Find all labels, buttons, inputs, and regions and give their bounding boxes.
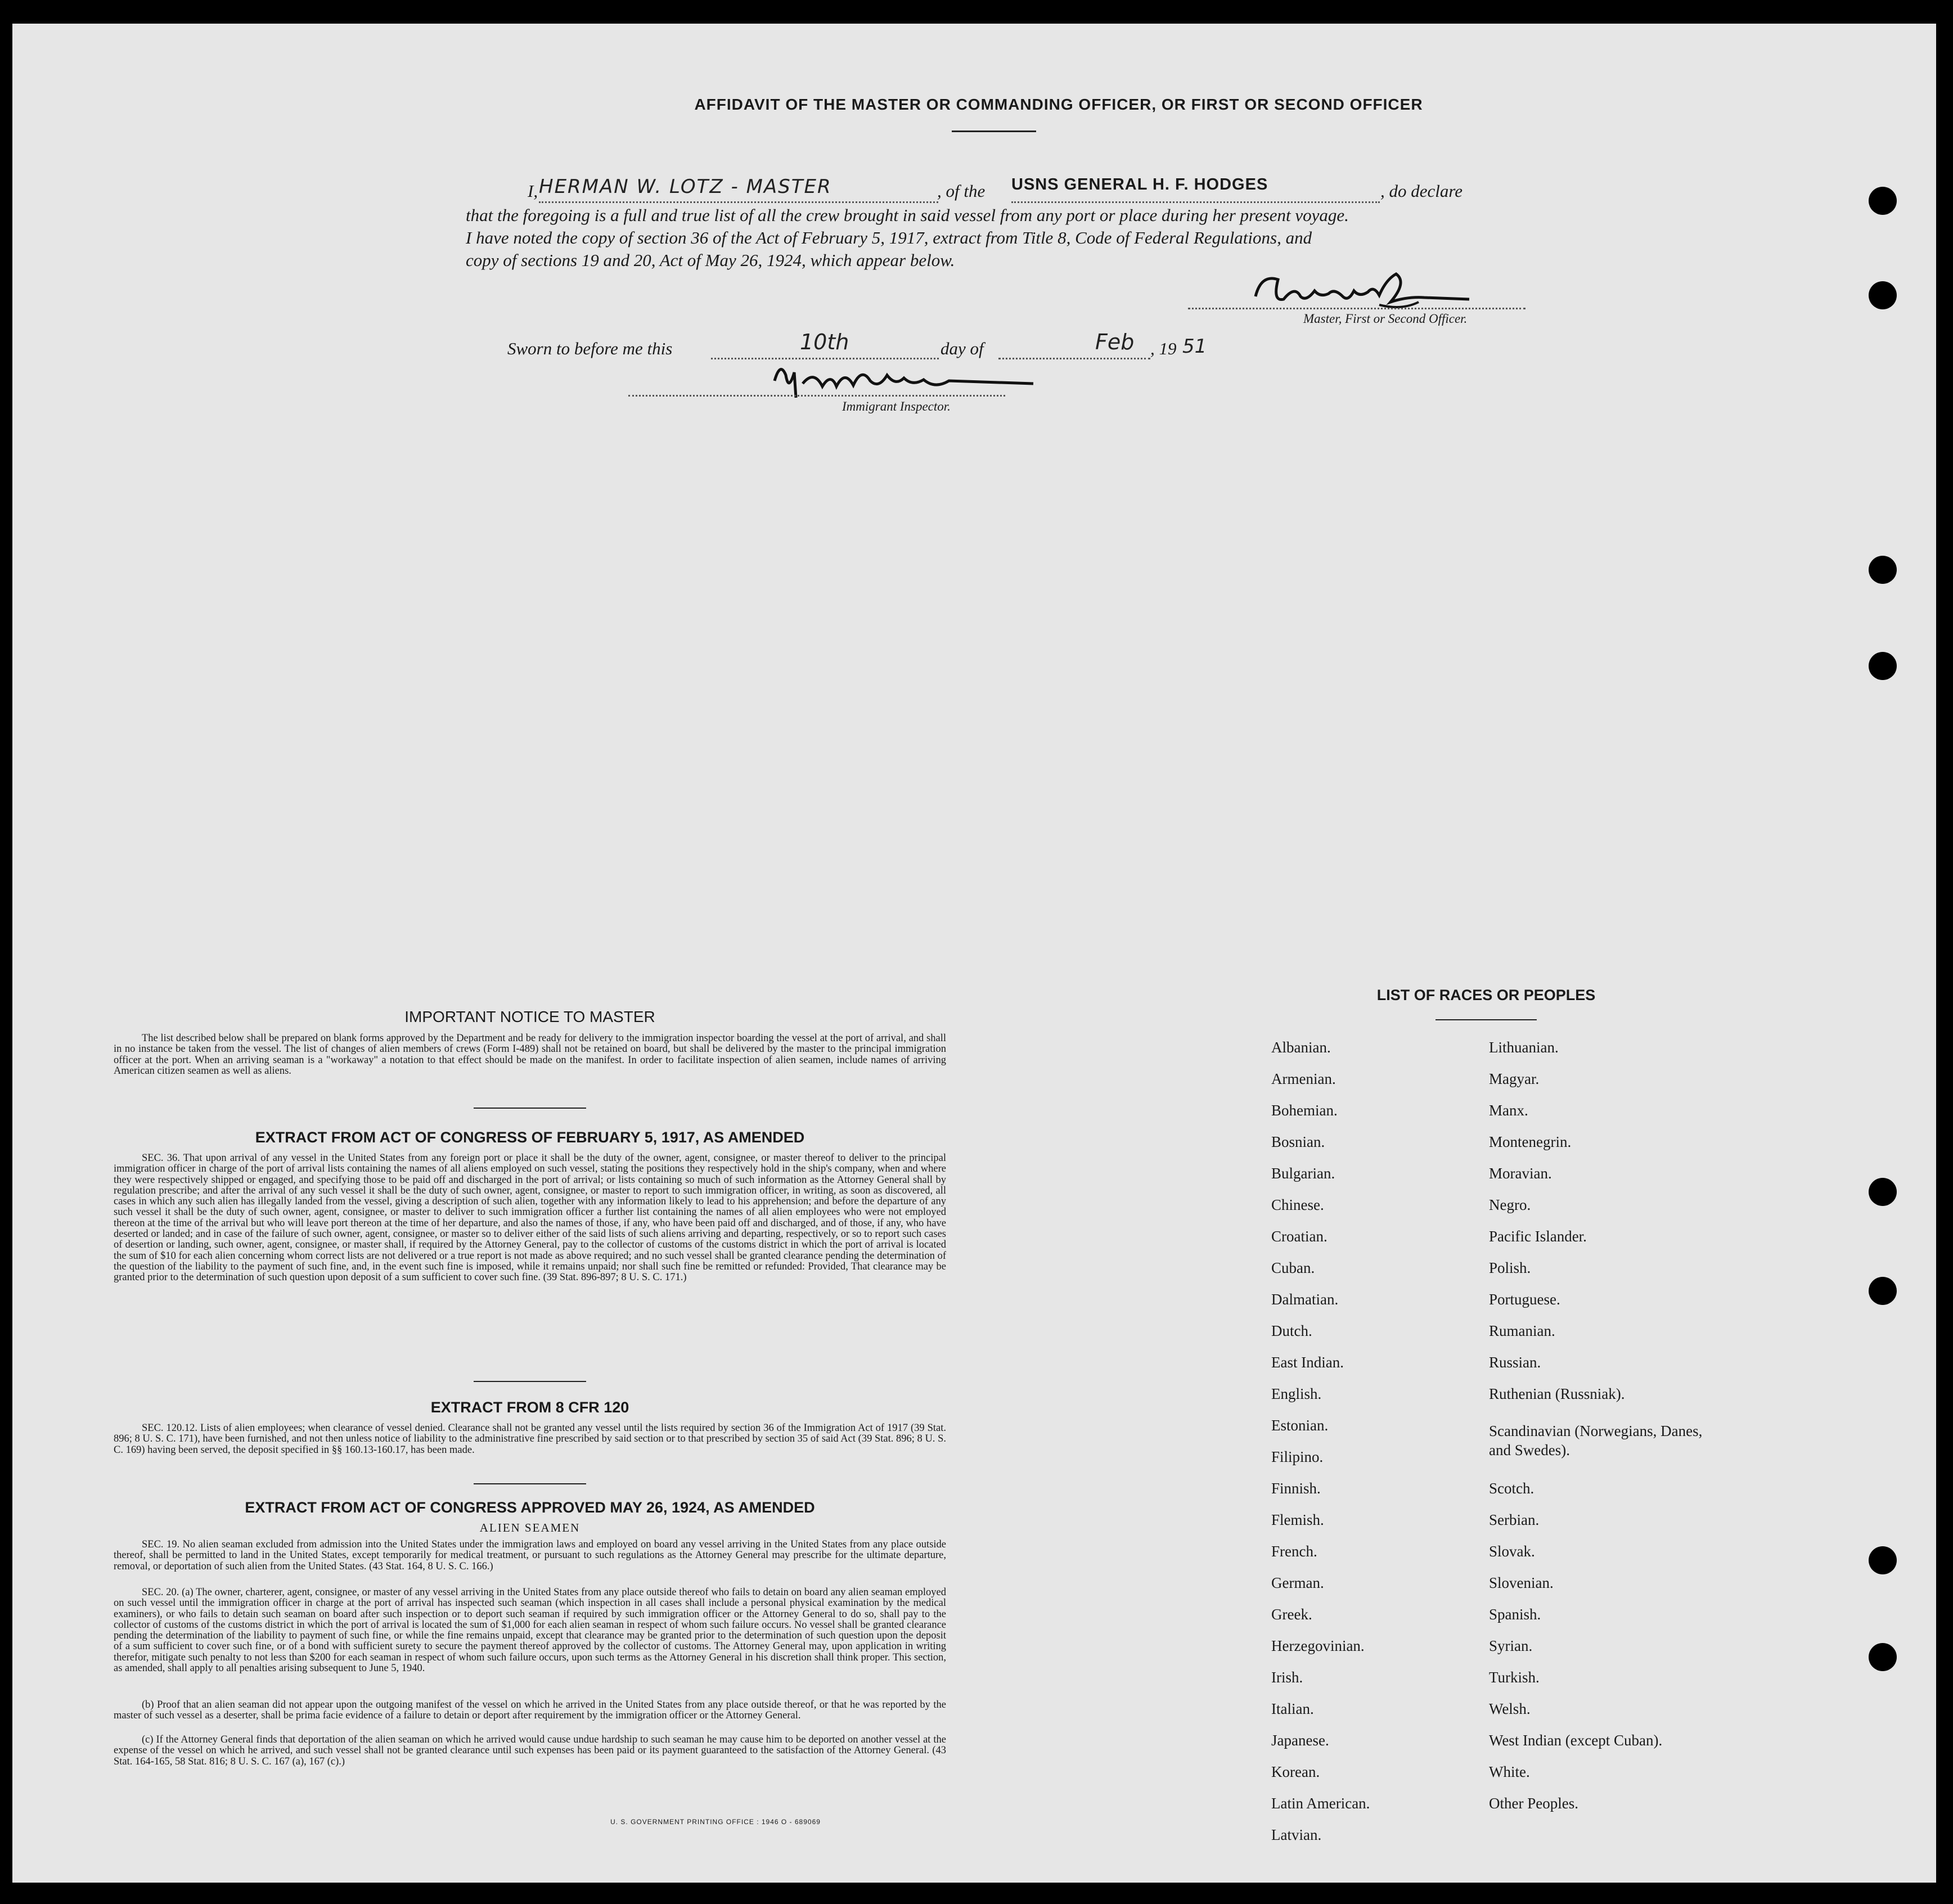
- divider: [474, 1108, 586, 1109]
- punch-hole: [1869, 1546, 1897, 1574]
- sworn-label: Sworn to before me this: [507, 339, 673, 358]
- race-item: Russian.: [1489, 1354, 1541, 1371]
- race-item: Slovenian.: [1489, 1574, 1554, 1591]
- race-item: Welsh.: [1489, 1700, 1531, 1717]
- race-item: Bosnian.: [1271, 1133, 1325, 1150]
- declaration-line-2: that the foregoing is a full and true list of all the crew brought in said vessel from any port or place during her present voyage.: [466, 205, 1349, 225]
- race-item: Negro.: [1489, 1196, 1531, 1213]
- declaration-line-4: copy of sections 19 and 20, Act of May 26, 1924, which appear below.: [466, 250, 955, 270]
- race-item: Albanian.: [1271, 1039, 1331, 1056]
- race-item: Other Peoples.: [1489, 1795, 1578, 1812]
- year-suffix: 51: [1182, 335, 1207, 358]
- inspector-caption: Immigrant Inspector.: [842, 399, 951, 413]
- i-label: I,: [528, 181, 538, 201]
- race-item: Slovak.: [1489, 1543, 1535, 1560]
- race-item: Filipino.: [1271, 1448, 1324, 1465]
- race-item: Polish.: [1489, 1259, 1531, 1276]
- sec-20b-text: (b) Proof that an alien seaman did not appear upon the outgoing manifest of the vessel on which he arrived in the United States from any place outside thereof, or that he was reported by the master of such vessel as a deserter, shall be prima facie evidence of a failure to detain or deport after requirement by the immigration officer or the Attorney General.: [114, 1699, 946, 1722]
- race-item: Flemish.: [1271, 1511, 1324, 1528]
- year-prefix: , 19: [1150, 339, 1177, 358]
- extract-1924-title: EXTRACT FROM ACT OF CONGRESS APPROVED MAY 26, 1924, AS AMENDED: [245, 1499, 815, 1516]
- signature-caption: Master, First or Second Officer.: [1303, 312, 1468, 326]
- punch-hole: [1869, 187, 1897, 215]
- punch-hole: [1869, 1277, 1897, 1305]
- race-item: Latvian.: [1271, 1826, 1322, 1843]
- signature-line: [1188, 308, 1526, 309]
- race-item: Montenegrin.: [1489, 1133, 1572, 1150]
- extract-cfr-title: EXTRACT FROM 8 CFR 120: [430, 1399, 629, 1416]
- race-item: Magyar.: [1489, 1070, 1540, 1087]
- races-left-column: [1271, 1039, 1474, 1883]
- race-item: Moravian.: [1489, 1165, 1552, 1182]
- vessel-name: USNS GENERAL H. F. HODGES: [1011, 175, 1268, 193]
- day-of-label: day of: [940, 339, 984, 358]
- race-item: Manx.: [1489, 1102, 1528, 1119]
- punch-hole: [1869, 1178, 1897, 1206]
- inspector-signature: [769, 358, 1050, 403]
- race-item: Herzegovinian.: [1271, 1637, 1365, 1654]
- sworn-day: 10th: [800, 330, 849, 354]
- race-item: Pacific Islander.: [1489, 1228, 1587, 1245]
- race-item: Latin American.: [1271, 1795, 1370, 1812]
- race-item: Dalmatian.: [1271, 1291, 1339, 1308]
- race-item: Scotch.: [1489, 1480, 1534, 1497]
- race-item: Finnish.: [1271, 1480, 1321, 1497]
- race-item: Serbian.: [1489, 1511, 1540, 1528]
- race-item: German.: [1271, 1574, 1324, 1591]
- extract-1917-title: EXTRACT FROM ACT OF CONGRESS OF FEBRUARY 5, 1917, AS AMENDED: [255, 1129, 805, 1146]
- races-title: LIST OF RACES OR PEOPLES: [1376, 987, 1596, 1003]
- affidavit-title: AFFIDAVIT OF THE MASTER OR COMMANDING OFFICER, OR FIRST OR SECOND OFFICER: [694, 96, 1423, 113]
- notice-title: IMPORTANT NOTICE TO MASTER: [404, 1008, 655, 1025]
- race-item: Armenian.: [1271, 1070, 1336, 1087]
- race-item: Japanese.: [1271, 1732, 1329, 1749]
- race-item: Lithuanian.: [1489, 1039, 1559, 1056]
- extract-cfr-body: SEC. 120.12. Lists of alien employees; when clearance of vessel denied. Clearance shall not be granted any vessel until the lists required by section 36 of the Immigration Act of 1917 (39 Stat. 896; 8 U. S. C. 171), have been furnished, and not then unless notice of liability to the administrative fine prescribed by said section or to that prescribed by section 35 of said Act (39 Stat. 896; 8 U. S. C. 169) having been served, the deposit specified in §§ 160.13-160.17, has been made.: [114, 1423, 946, 1456]
- race-item: Rumanian.: [1489, 1322, 1555, 1339]
- race-item: Bulgarian.: [1271, 1165, 1335, 1182]
- of-the-label: , of the: [937, 181, 986, 201]
- race-item: Dutch.: [1271, 1322, 1312, 1339]
- race-item: Bohemian.: [1271, 1102, 1338, 1119]
- race-item: Scandinavian (Norwegians, Danes, and Swedes).: [1489, 1423, 1703, 1459]
- race-item: Chinese.: [1271, 1196, 1324, 1213]
- notice-body: The list described below shall be prepared on blank forms approved by the Department and be ready for delivery to the immigration inspector boarding the vessel at the port of arrival, and shall in no instance be taken from the vessel. The list of changes of alien members of crews (Form I-489) shall not be retained on board, but shall be delivered by the master to the principal immigration officer at the port. When an arriving seaman is a "workaway" a notation to that effect should be made on the manifest. In order to facilitate inspection of alien seamen, include names of arriving American citizen seamen as well as aliens.: [114, 1033, 946, 1077]
- declaration-line-3: I have noted the copy of section 36 of the Act of February 5, 1917, extract from Title 8, Code of Federal Regulations, and: [466, 228, 1312, 247]
- extract-1924-subtitle: ALIEN SEAMEN: [479, 1521, 580, 1534]
- divider: [474, 1483, 586, 1484]
- printer-imprint: U. S. GOVERNMENT PRINTING OFFICE : 1946 O - 689069: [610, 1818, 821, 1826]
- race-item: Cuban.: [1271, 1259, 1315, 1276]
- punch-hole: [1869, 281, 1897, 309]
- inspector-line: [628, 395, 1005, 397]
- race-item: French.: [1271, 1543, 1317, 1560]
- race-item: Italian.: [1271, 1700, 1314, 1717]
- race-item: Turkish.: [1489, 1669, 1540, 1686]
- sec-20c-text: (c) If the Attorney General finds that deportation of the alien seaman on which he arrived would cause undue hardship to such seaman he may cause him to be deported on another vessel at the expense of the vessel on which he arrived, and such vessel shall not be granted clearance until such expenses has been paid or its payment guaranteed to the satisfaction of the Attorney General. (43 Stat. 164-165, 58 Stat. 816; 8 U. S. C. 167 (a), 167 (c).): [114, 1734, 946, 1767]
- race-item: Greek.: [1271, 1606, 1312, 1623]
- race-item: Korean.: [1271, 1763, 1320, 1780]
- race-item: Croatian.: [1271, 1228, 1328, 1245]
- sec-20a-text: SEC. 20. (a) The owner, charterer, agent, consignee, or master of any vessel arriving in the United States from any place outside thereof who fails to detain on board any alien seaman employed on such vessel until the immigration officer in charge at the port of arrival has inspected such seaman (which inspection in all cases shall include a personal physical examination by the medical examiners), or who fails to detain such seaman on board after such inspection or to deport such seaman if required by such immigration officer or the Attorney General to do so, shall pay to the collector of customs of the customs district in which the port of arrival is located the sum of $1,000 for each alien seaman in respect of whom such failure occurs. No vessel shall be granted clearance pending the determination of the liability to payment of such fine, or while the fine remains unpaid, except that clearance may be granted prior to the determination of such question upon the deposit of a sum sufficient to cover such fine, or of a bond with sufficient surety to secure the payment thereof approved by the collector of customs. The Attorney General may, upon application in writing therefor, mitigate such penalty to not less than $200 for each seaman in respect of whom such failure occurs, upon such terms as the Attorney General in his discretion shall think proper. This section, as amended, shall apply to all penalties arising subsequent to June 5, 1940.: [114, 1587, 946, 1675]
- race-item: White.: [1489, 1763, 1530, 1780]
- race-item: Syrian.: [1489, 1637, 1533, 1654]
- punch-hole: [1869, 652, 1897, 680]
- race-item: Ruthenian (Russniak).: [1489, 1385, 1625, 1402]
- race-item: English.: [1271, 1385, 1322, 1402]
- do-declare-label: , do declare: [1380, 181, 1463, 201]
- declaration-line-1: [528, 175, 1540, 206]
- race-item: Irish.: [1271, 1669, 1303, 1686]
- race-item: East Indian.: [1271, 1354, 1344, 1371]
- document-page: [12, 24, 1936, 1883]
- races-right-column: [1489, 1039, 1759, 1826]
- divider: [474, 1381, 586, 1382]
- extract-1917-body: SEC. 36. That upon arrival of any vessel in the United States from any foreign port or place it shall be the duty of the owner, agent, consignee, or master thereof to deliver to the principal immigration officer in charge of the port of arrival lists containing the names of all aliens employed on such vessel, stating the positions they respectively hold in the ship's company, when and where they were respectively shipped or engaged, and specifying those to be paid off and discharged in the port of arrival; or lists containing so much of such information as the Attorney General shall by regulation prescribe; and after the arrival of any such vessel it shall be the duty of such owner, agent, consignee, or master to report to such immigration officer, in writing, as soon as discovered, all cases in which any such alien has illegally landed from the vessel, giving a description of such alien, together with any information likely to lead to his apprehension; and before the departure of any such vessel it shall be the duty of such owner, agent, consignee, or master to deliver to such immigration officer a further list containing the names of all alien employees who were not employed thereon at the time of the arrival but who will leave port thereon at the time of her departure, and also the names of those, if any, who have been paid off and discharged, and of those, if any, who have deserted or landed; and in case of the failure of such owner, agent, consignee, or master so to deliver either of the said lists of such aliens arriving and departing, respectively, or so to report such cases of desertion or landing, such owner, agent, consignee, or master shall, if required by the Attorney General, pay to the collector of customs of the customs district in which the port of arrival is located the sum of $10 for each alien concerning whom correct lists are not delivered or a true report is not made as above required; and no such vessel shall be granted clearance pending the determination of the question of the liability to the payment of such fine, and, in the event such fine is imposed, while it remains unpaid; nor shall such fine be remitted or refunded: Provided, That clearance may be granted prior to the determination of such question upon deposit of a sum sufficient to cover such fine. (39 Stat. 896-897; 8 U. S. C. 171.): [114, 1153, 946, 1284]
- race-item: Portuguese.: [1489, 1291, 1560, 1308]
- race-item: West Indian (except Cuban).: [1489, 1732, 1663, 1749]
- master-name-underline: [539, 201, 938, 203]
- sec-19-text: SEC. 19. No alien seaman excluded from admission into the United States under the immigration laws and employed on board any vessel arriving in the United States from any place outside thereof, shall be permitted to land in the United States, except temporarily for medical treatment, or pursuant to such regulations as the Attorney General may prescribe for the ultimate departure, removal, or deportation of such alien from the United States. (43 Stat. 164, 8 U. S. C. 166.): [114, 1539, 946, 1572]
- divider: [1436, 1019, 1537, 1020]
- vessel-name-underline: [1011, 201, 1380, 203]
- divider: [952, 130, 1036, 132]
- race-item: Spanish.: [1489, 1606, 1541, 1623]
- race-item: Estonian.: [1271, 1417, 1329, 1434]
- sworn-month: Feb: [1095, 330, 1135, 354]
- punch-hole: [1869, 1643, 1897, 1671]
- master-name: HERMAN W. LOTZ - MASTER: [539, 175, 832, 198]
- punch-hole: [1869, 556, 1897, 584]
